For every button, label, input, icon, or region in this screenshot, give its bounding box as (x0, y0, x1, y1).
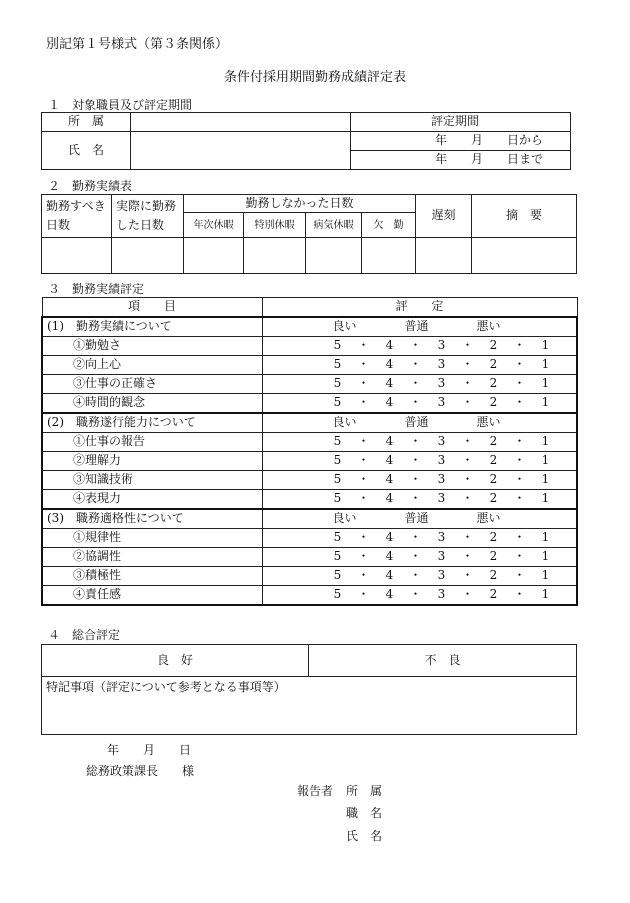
scale-good-label: 良い (332, 511, 357, 526)
scale-dot: ・ (409, 549, 422, 564)
scale-dot: ・ (409, 376, 422, 391)
scale-dot: ・ (513, 453, 526, 468)
rating-option-3[interactable]: 3 (437, 453, 446, 468)
col-sick-leave: 病気休暇 (306, 213, 362, 238)
scale-dot: ・ (357, 491, 370, 506)
eval-item-label: ①規律性 (42, 529, 262, 548)
scale-dot: ・ (513, 549, 526, 564)
rating-option-5[interactable]: 5 (333, 453, 342, 468)
section1-heading: １ 対象職員及び評定期間 (48, 98, 193, 112)
section2-heading: ２ 勤務実績表 (48, 179, 133, 193)
eval-rating-scale[interactable] (262, 394, 577, 414)
overall-bad[interactable]: 不 良 (309, 645, 577, 677)
col-actual-work: 実際に勤務した日数 (112, 195, 184, 238)
rating-option-1[interactable]: 1 (541, 530, 550, 545)
scale-dot: ・ (461, 568, 474, 583)
evaluation-table (41, 297, 578, 606)
rating-option-3[interactable]: 3 (437, 549, 446, 564)
scale-dot: ・ (513, 491, 526, 506)
rating-option-3[interactable]: 3 (437, 568, 446, 583)
rating-option-3[interactable]: 3 (437, 434, 446, 449)
name-field[interactable] (131, 132, 351, 170)
eval-rating-scale[interactable] (262, 490, 577, 510)
eval-group-row (42, 509, 577, 529)
scale-bad-label: 悪い (476, 415, 501, 430)
scale-dot: ・ (357, 376, 370, 391)
scale-dot: ・ (357, 453, 370, 468)
eval-scale-header (262, 317, 577, 337)
scale-dot: ・ (461, 491, 474, 506)
eval-rating-scale[interactable] (262, 356, 577, 375)
col-rating: 評 定 (262, 298, 577, 318)
scale-normal-label: 普通 (404, 511, 429, 526)
scale-dot: ・ (409, 587, 422, 602)
eval-item-row (42, 490, 577, 510)
scale-dot: ・ (357, 434, 370, 449)
eval-item-label: ④時間的観念 (42, 394, 262, 414)
eval-item-label: ③知識技術 (42, 471, 262, 490)
scale-dot: ・ (357, 530, 370, 545)
rating-option-2[interactable]: 2 (489, 568, 498, 583)
eval-rating-scale[interactable] (262, 337, 577, 356)
scale-dot: ・ (513, 376, 526, 391)
col-special-leave: 特別休暇 (244, 213, 306, 238)
eval-item-row (42, 375, 577, 394)
actual-work-field[interactable] (112, 238, 184, 274)
addressee: 総務政策課長 様 (86, 764, 195, 778)
eval-rating-scale[interactable] (262, 548, 577, 567)
special-notes[interactable]: 特記事項（評定について参考となる事項等） (42, 677, 577, 735)
reporter-name: 氏 名 (346, 829, 383, 843)
scale-dot: ・ (409, 357, 422, 372)
period-to[interactable]: 年 月 日まで (351, 151, 571, 170)
period-from[interactable]: 年 月 日から (351, 132, 571, 151)
scale-dot: ・ (357, 357, 370, 372)
scale-dot: ・ (357, 587, 370, 602)
scale-normal-label: 普通 (404, 415, 429, 430)
rating-option-1[interactable]: 1 (541, 568, 550, 583)
scale-dot: ・ (409, 491, 422, 506)
rating-option-3[interactable]: 3 (437, 587, 446, 602)
late-field[interactable] (416, 238, 472, 274)
scale-dot: ・ (357, 568, 370, 583)
scale-dot: ・ (409, 434, 422, 449)
rating-option-4[interactable]: 4 (385, 395, 394, 410)
eval-rating-scale[interactable] (262, 529, 577, 548)
reporter-position: 職 名 (346, 806, 383, 820)
rating-option-2[interactable]: 2 (489, 434, 498, 449)
scale-good-label: 良い (332, 319, 357, 334)
rating-option-1[interactable]: 1 (541, 357, 550, 372)
scale-dot: ・ (461, 549, 474, 564)
reporter-affiliation: 所 属 (346, 784, 383, 798)
rating-option-2[interactable]: 2 (489, 338, 498, 353)
eval-rating-scale[interactable] (262, 586, 577, 606)
eval-item-row (42, 567, 577, 586)
eval-item-row (42, 452, 577, 471)
rating-option-5[interactable]: 5 (333, 434, 342, 449)
scale-dot: ・ (461, 338, 474, 353)
eval-item-label: ②向上心 (42, 356, 262, 375)
rating-option-4[interactable]: 4 (385, 491, 394, 506)
scale-normal-label: 普通 (404, 319, 429, 334)
eval-item-row (42, 433, 577, 452)
rating-option-3[interactable]: 3 (437, 530, 446, 545)
scale-good-label: 良い (332, 415, 357, 430)
scale-bad-label: 悪い (476, 511, 501, 526)
eval-item-row (42, 356, 577, 375)
rating-option-2[interactable]: 2 (489, 472, 498, 487)
scale-dot: ・ (461, 530, 474, 545)
eval-rating-scale[interactable] (262, 567, 577, 586)
scale-dot: ・ (461, 376, 474, 391)
section3-heading: ３ 勤務実績評定 (48, 282, 145, 296)
rating-option-5[interactable]: 5 (333, 338, 342, 353)
rating-option-4[interactable]: 4 (385, 568, 394, 583)
rating-option-2[interactable]: 2 (489, 357, 498, 372)
rating-option-5[interactable]: 5 (333, 549, 342, 564)
rating-option-3[interactable]: 3 (437, 491, 446, 506)
eval-group-title: (3) 職務適格性について (42, 509, 262, 529)
section4-heading: ４ 総合評定 (48, 628, 121, 642)
rating-option-5[interactable]: 5 (333, 376, 342, 391)
rating-option-4[interactable]: 4 (385, 338, 394, 353)
rating-option-4[interactable]: 4 (385, 453, 394, 468)
special-leave-field[interactable] (244, 238, 306, 274)
eval-item-row (42, 586, 577, 606)
eval-item-label: ④表現力 (42, 490, 262, 510)
eval-item-label: ②理解力 (42, 452, 262, 471)
scale-dot: ・ (461, 395, 474, 410)
rating-option-2[interactable]: 2 (489, 530, 498, 545)
scale-dot: ・ (357, 472, 370, 487)
rating-option-5[interactable]: 5 (333, 530, 342, 545)
eval-group-row (42, 317, 577, 337)
eval-item-label: ③積極性 (42, 567, 262, 586)
scale-dot: ・ (461, 453, 474, 468)
scale-dot: ・ (409, 453, 422, 468)
rating-option-5[interactable]: 5 (333, 587, 342, 602)
reporter-label: 報告者 (297, 784, 334, 798)
scale-dot: ・ (461, 434, 474, 449)
eval-item-row (42, 548, 577, 567)
eval-rating-scale[interactable] (262, 452, 577, 471)
rating-option-3[interactable]: 3 (437, 338, 446, 353)
eval-item-label: ④責任感 (42, 586, 262, 606)
sick-leave-field[interactable] (306, 238, 362, 274)
scale-dot: ・ (461, 472, 474, 487)
rating-option-1[interactable]: 1 (541, 587, 550, 602)
scale-dot: ・ (357, 395, 370, 410)
col-annual-leave: 年次休暇 (184, 213, 244, 238)
eval-group-title: (1) 勤務実績について (42, 317, 262, 337)
rating-option-5[interactable]: 5 (333, 472, 342, 487)
eval-item-row (42, 394, 577, 414)
annual-leave-field[interactable] (184, 238, 244, 274)
rating-option-1[interactable]: 1 (541, 376, 550, 391)
rating-option-1[interactable]: 1 (541, 338, 550, 353)
col-should-work: 勤務すべき日数 (42, 195, 112, 238)
eval-item-label: ①勤勉さ (42, 337, 262, 356)
report-date: 年 月 日 (107, 743, 192, 757)
eval-item-label: ③仕事の正確さ (42, 375, 262, 394)
eval-item-label: ②協調性 (42, 548, 262, 567)
rating-option-2[interactable]: 2 (489, 587, 498, 602)
rating-option-3[interactable]: 3 (437, 357, 446, 372)
scale-dot: ・ (513, 434, 526, 449)
rating-option-5[interactable]: 5 (333, 357, 342, 372)
col-absent-days: 勤務しなかった日数 (184, 195, 416, 213)
rating-option-2[interactable]: 2 (489, 453, 498, 468)
rating-option-3[interactable]: 3 (437, 395, 446, 410)
rating-option-4[interactable]: 4 (385, 376, 394, 391)
scale-bad-label: 悪い (476, 319, 501, 334)
eval-scale-header (262, 413, 577, 433)
summary-field[interactable] (472, 238, 577, 274)
scale-dot: ・ (461, 357, 474, 372)
rating-option-1[interactable]: 1 (541, 472, 550, 487)
target-employee-table (41, 112, 571, 170)
rating-option-3[interactable]: 3 (437, 376, 446, 391)
col-item: 項 目 (42, 298, 262, 318)
scale-dot: ・ (513, 530, 526, 545)
rating-option-1[interactable]: 1 (541, 491, 550, 506)
rating-option-4[interactable]: 4 (385, 434, 394, 449)
scale-dot: ・ (357, 338, 370, 353)
eval-rating-scale[interactable] (262, 433, 577, 452)
rating-option-2[interactable]: 2 (489, 491, 498, 506)
scale-dot: ・ (409, 568, 422, 583)
rating-option-4[interactable]: 4 (385, 472, 394, 487)
rating-option-2[interactable]: 2 (489, 395, 498, 410)
period-label: 評定期間 (351, 113, 571, 132)
eval-item-row (42, 529, 577, 548)
scale-dot: ・ (409, 472, 422, 487)
rating-option-5[interactable]: 5 (333, 395, 342, 410)
affiliation-field[interactable] (131, 113, 351, 132)
scale-dot: ・ (409, 395, 422, 410)
col-summary: 摘 要 (472, 195, 577, 238)
rating-option-1[interactable]: 1 (541, 549, 550, 564)
work-record-table (41, 194, 577, 274)
scale-dot: ・ (513, 587, 526, 602)
name-label: 氏 名 (42, 132, 131, 170)
eval-item-row (42, 337, 577, 356)
eval-group-title: (2) 職務遂行能力について (42, 413, 262, 433)
eval-item-row (42, 471, 577, 490)
scale-dot: ・ (409, 338, 422, 353)
scale-dot: ・ (357, 549, 370, 564)
rating-option-5[interactable]: 5 (333, 491, 342, 506)
scale-dot: ・ (461, 587, 474, 602)
rating-option-1[interactable]: 1 (541, 434, 550, 449)
scale-dot: ・ (513, 357, 526, 372)
rating-option-2[interactable]: 2 (489, 549, 498, 564)
rating-option-5[interactable]: 5 (333, 568, 342, 583)
scale-dot: ・ (513, 338, 526, 353)
rating-option-1[interactable]: 1 (541, 395, 550, 410)
col-late: 遅刻 (416, 195, 472, 238)
rating-option-4[interactable]: 4 (385, 549, 394, 564)
overall-good[interactable]: 良 好 (42, 645, 309, 677)
rating-option-1[interactable]: 1 (541, 453, 550, 468)
eval-group-row (42, 413, 577, 433)
scale-dot: ・ (513, 568, 526, 583)
rating-option-2[interactable]: 2 (489, 376, 498, 391)
rating-option-4[interactable]: 4 (385, 530, 394, 545)
eval-rating-scale[interactable] (262, 471, 577, 490)
should-work-field[interactable] (42, 238, 112, 274)
rating-option-4[interactable]: 4 (385, 357, 394, 372)
col-absence: 欠 勤 (362, 213, 416, 238)
scale-dot: ・ (409, 530, 422, 545)
scale-dot: ・ (513, 472, 526, 487)
form-number-label: 別記第１号様式（第３条関係） (46, 37, 229, 52)
absence-field[interactable] (362, 238, 416, 274)
rating-option-4[interactable]: 4 (385, 587, 394, 602)
eval-rating-scale[interactable] (262, 375, 577, 394)
rating-option-3[interactable]: 3 (437, 472, 446, 487)
overall-rating-table (41, 644, 577, 735)
affiliation-label: 所 属 (42, 113, 131, 132)
page-title: 条件付採用期間勤務成績評定表 (223, 70, 406, 85)
eval-item-label: ①仕事の報告 (42, 433, 262, 452)
scale-dot: ・ (513, 395, 526, 410)
eval-scale-header (262, 509, 577, 529)
